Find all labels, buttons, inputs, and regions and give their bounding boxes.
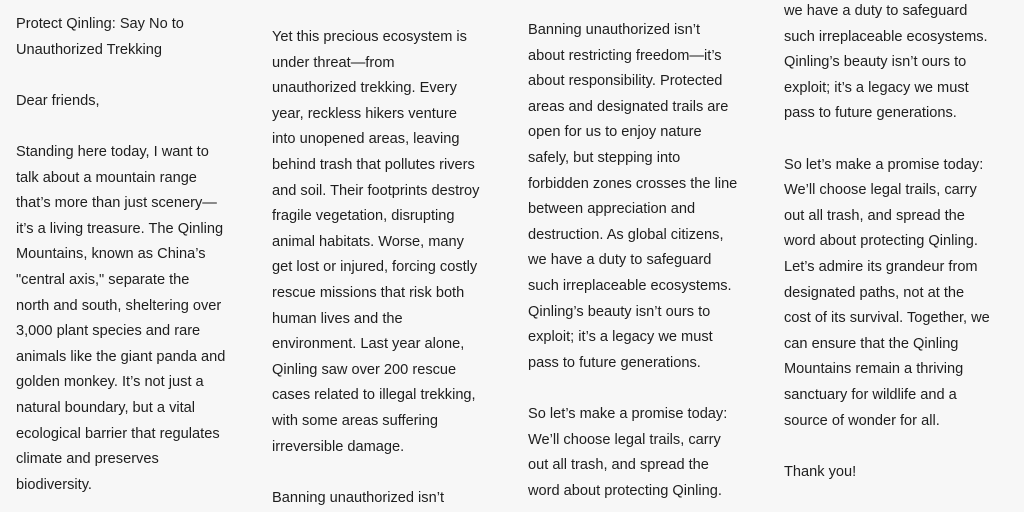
- speech-title: Protect Qinling: Say No to Unauthorized Trekking: [16, 16, 184, 58]
- paragraph-promise: So let’s make a promise today: We’ll choose legal trails, carry out all trash, and spread the word about protecting Qinling. Let’s admire its grandeur from designated paths, not at the cost of its survival. Together, we can ensure that the Qinling Mountains remain a thriving sanctuary for wildlife and a source of wonder for all.: [784, 156, 990, 429]
- paragraph-responsibility-tail: we have a duty to safeguard such irreplaceable ecosystems. Qinling’s beauty isn’t ours to exploit; it’s a legacy we must pass to future generations.: [784, 3, 988, 122]
- text-column-2: [272, 25, 504, 512]
- salutation: Dear friends,: [16, 92, 100, 109]
- closing-thanks: Thank you!: [784, 463, 857, 480]
- paragraph-responsibility-fragment: Banning unauthorized isn’t: [272, 489, 445, 506]
- paragraph-introduction: Standing here today, I want to talk about a mountain range that’s more than just scenery— it’s a living treasure. The Qinling Mountains, known as China’s "central axis," separate the north and south, sheltering over 3,000 plant species and rare animals like the giant panda and golden monkey. It’s not just a natural boundary, but a vital ecological barrier that regulates climate and preserves biodiversity.: [16, 143, 226, 493]
- paragraph-responsibility: Banning unauthorized isn’t about restricting freedom—it’s about responsibility. Protected areas and designated trails are open for us to enjoy nature safely, but stepping into forbidden zones crosses the line between appreciation and destruction. As global citizens, we have a duty to safeguard such irreplaceable ecosystems. Qinling’s beauty isn’t ours to exploit; it’s a legacy we must pass to future generations.: [528, 22, 738, 371]
- text-column-4: [784, 0, 1016, 512]
- text-column-1: [16, 12, 248, 512]
- paragraph-threat: Yet this precious ecosystem is under threat—from unauthorized trekking. Every year, reckless hikers venture into unopened areas, leaving behind trash that pollutes rivers and soil. Their footprints destroy fragile vegetation, disrupting animal habitats. Worse, many get lost or injured, forcing costly rescue missions that risk both human lives and the environment. Last year alone, Qinling saw over 200 rescue cases related to illegal trekking, with some areas suffering irreversible damage.: [272, 29, 480, 455]
- text-column-3: [528, 18, 760, 512]
- paragraph-promise-fragment: So let’s make a promise today: We’ll choose legal trails, carry out all trash, and spread the word about protecting Qinling.: [528, 405, 728, 499]
